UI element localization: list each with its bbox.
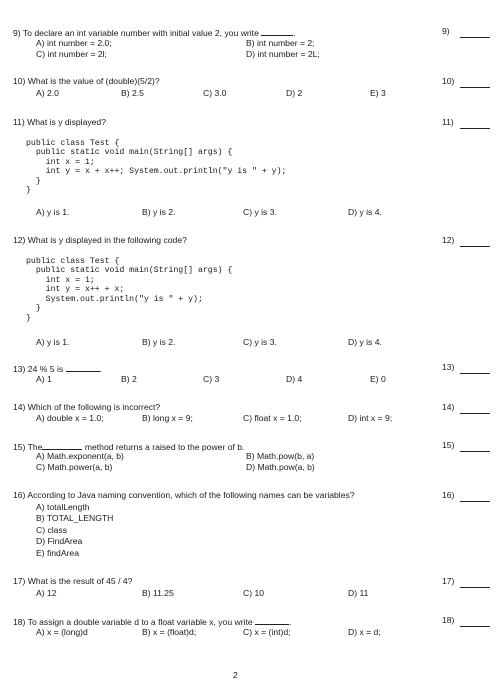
question-15-option-d: D) Math.pow(a, b) xyxy=(246,462,315,472)
question-13: 13) 24 % 5 is . xyxy=(13,364,102,374)
question-16-option-a: A) totalLength xyxy=(36,502,90,512)
question-11-option-c: C) y is 3. xyxy=(243,207,277,217)
question-15-number: 15) xyxy=(442,440,455,450)
question-10-option-a: A) 2.0 xyxy=(36,88,59,98)
question-17-answer-blank[interactable] xyxy=(460,587,490,588)
code-line: } xyxy=(26,304,41,314)
question-13-text: 13) 24 % 5 is xyxy=(13,364,64,374)
question-18-option-c: C) x = (int)d; xyxy=(243,627,291,637)
code-line: System.out.println("y is " + y); xyxy=(26,294,203,304)
question-18-option-b: B) x = (float)d; xyxy=(142,627,197,637)
question-11-option-d: D) y is 4. xyxy=(348,207,382,217)
question-18-inline-blank xyxy=(255,616,289,625)
question-16-option-b: B) TOTAL_LENGTH xyxy=(36,513,114,523)
question-16-text: 16) According to Java naming convention, which of the following names can be variables? xyxy=(13,490,355,500)
question-13-option-d: D) 4 xyxy=(286,374,303,384)
question-17-option-c: C) 10 xyxy=(243,588,265,598)
question-9-number: 9) xyxy=(442,26,450,36)
question-18-option-a: A) x = (long)d xyxy=(36,627,88,637)
question-13-answer-blank[interactable] xyxy=(460,373,490,374)
question-16-option-c: C) class xyxy=(36,525,68,535)
question-11-code-block xyxy=(26,139,286,196)
question-16-option-d: D) FindArea xyxy=(36,536,83,546)
question-15-text-after: method returns a raised to the power of b. xyxy=(84,442,245,452)
question-17-option-b: B) 11.25 xyxy=(142,588,174,598)
question-14-number: 14) xyxy=(442,402,455,412)
question-12-answer-blank[interactable] xyxy=(460,246,490,247)
question-18-answer-blank[interactable] xyxy=(460,626,490,627)
question-10-option-e: E) 3 xyxy=(370,88,386,98)
question-12-text: 12) What is y displayed in the following code? xyxy=(13,235,187,245)
question-14-text: 14) Which of the following is incorrect? xyxy=(13,402,161,412)
question-18: 18) To assign a double variable d to a float variable x, you write . xyxy=(13,617,292,627)
code-line: int y = x++ + x; xyxy=(26,285,125,295)
question-14-option-d: D) int x = 9; xyxy=(348,413,393,423)
code-line: int y = x + x++; System.out.println("y is " + y); xyxy=(26,167,287,177)
question-14-answer-blank[interactable] xyxy=(460,413,490,414)
question-11-text: 11) What is y displayed? xyxy=(13,117,106,127)
question-13-inline-blank xyxy=(66,363,100,372)
question-18-text: 18) To assign a double variable d to a float variable x, you write xyxy=(13,617,253,627)
question-9-option-d: D) int number = 2L; xyxy=(246,49,320,59)
question-17-option-d: D) 11 xyxy=(348,588,369,598)
question-10-option-b: B) 2.5 xyxy=(121,88,144,98)
question-12-code-block xyxy=(26,257,232,323)
question-10-answer-blank[interactable] xyxy=(460,87,490,88)
question-10-option-c: C) 3.0 xyxy=(203,88,227,98)
question-11-option-b: B) y is 2. xyxy=(142,207,176,217)
question-10-text: 10) What is the value of (double)(5/2)? xyxy=(13,76,160,86)
question-9: 9) To declare an int variable number with initial value 2, you write . xyxy=(13,28,296,38)
question-18-option-d: D) x = d; xyxy=(348,627,381,637)
question-14-option-b: B) long x = 9; xyxy=(142,413,193,423)
question-13-option-a: A) 1 xyxy=(36,374,52,384)
code-line: public class Test { xyxy=(26,139,120,148)
question-12-option-b: B) y is 2. xyxy=(142,337,176,347)
question-15-option-c: C) Math.power(a, b) xyxy=(36,462,113,472)
question-9-text: 9) To declare an int variable number with initial value 2, you write xyxy=(13,28,259,38)
page-number: 2 xyxy=(233,670,238,680)
code-line: } xyxy=(26,186,31,196)
question-10-option-d: D) 2 xyxy=(286,88,303,98)
question-12-option-c: C) y is 3. xyxy=(243,337,277,347)
question-11-number: 11) xyxy=(442,117,454,127)
question-15-option-b: B) Math.pow(b, a) xyxy=(246,451,315,461)
question-17-option-a: A) 12 xyxy=(36,588,57,598)
question-9-option-c: C) int number = 2l; xyxy=(36,49,107,59)
question-13-option-e: E) 0 xyxy=(370,374,386,384)
question-16-number: 16) xyxy=(442,490,455,500)
code-line: int x = 1; xyxy=(26,157,95,167)
code-line: int x = 1; xyxy=(26,275,95,285)
question-12-option-d: D) y is 4. xyxy=(348,337,382,347)
question-13-number: 13) xyxy=(442,362,455,372)
question-9-option-b: B) int number = 2; xyxy=(246,38,315,48)
question-13-option-b: B) 2 xyxy=(121,374,137,384)
question-15-answer-blank[interactable] xyxy=(460,451,490,452)
question-18-number: 18) xyxy=(442,615,455,625)
question-10-number: 10) xyxy=(442,76,455,86)
code-line: } xyxy=(26,313,31,323)
question-13-option-c: C) 3 xyxy=(203,374,220,384)
question-16-answer-blank[interactable] xyxy=(460,501,490,502)
question-15-inline-blank xyxy=(42,441,82,450)
question-15-text-before: 15) The xyxy=(13,442,43,452)
question-9-option-a: A) int number = 2.0; xyxy=(36,38,112,48)
question-9-answer-blank[interactable] xyxy=(460,37,490,38)
question-16-option-e: E) findArea xyxy=(36,548,79,558)
question-17-text: 17) What is the result of 45 / 4? xyxy=(13,576,133,586)
code-line: } xyxy=(26,176,41,186)
question-15-option-a: A) Math.exponent(a, b) xyxy=(36,451,124,461)
question-14-option-c: C) float x = 1.0; xyxy=(243,413,302,423)
question-12-option-a: A) y is 1. xyxy=(36,337,70,347)
code-line: public static void main(String[] args) { xyxy=(26,266,233,276)
question-12-number: 12) xyxy=(442,235,455,245)
question-14-option-a: A) double x = 1.0; xyxy=(36,413,104,423)
question-9-inline-blank xyxy=(261,27,293,36)
question-11-answer-blank[interactable] xyxy=(460,128,490,129)
question-11-option-a: A) y is 1. xyxy=(36,207,70,217)
code-line: public class Test { xyxy=(26,257,120,266)
question-17-number: 17) xyxy=(442,576,455,586)
code-line: public static void main(String[] args) { xyxy=(26,148,233,158)
